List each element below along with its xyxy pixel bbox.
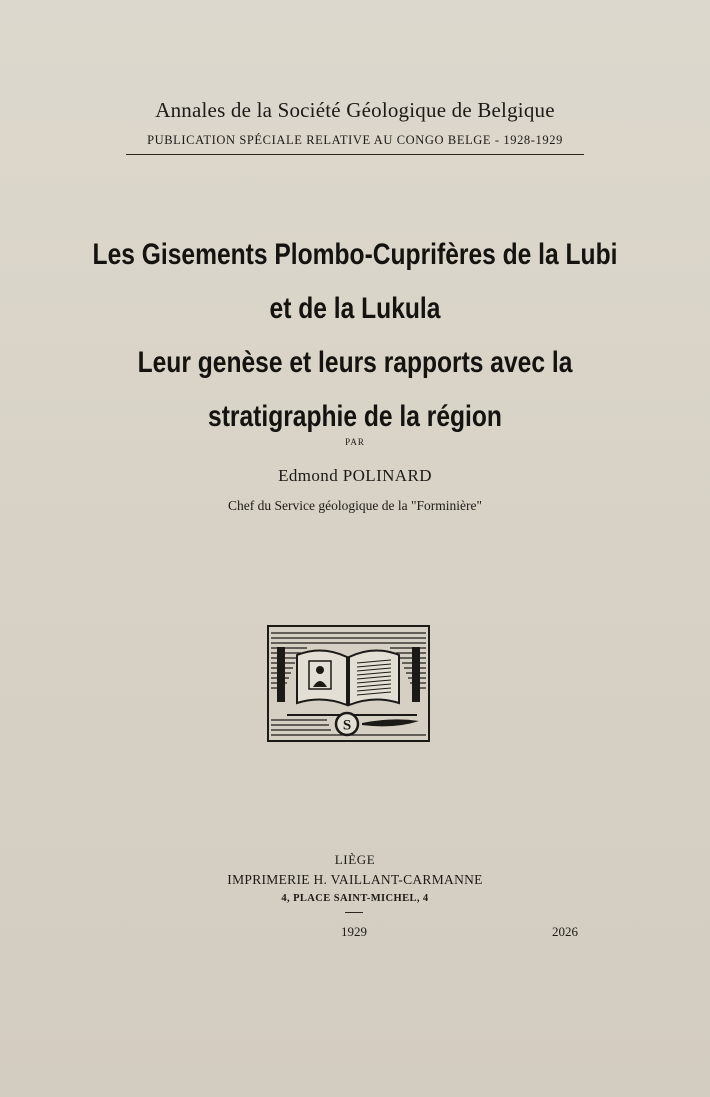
header-rule xyxy=(126,154,584,155)
imprint-address: 4, PLACE SAINT-MICHEL, 4 xyxy=(281,893,429,904)
imprint-divider xyxy=(345,912,363,913)
title-line-4: stratigraphie de la région xyxy=(208,400,502,433)
series-subtitle: PUBLICATION SPÉCIALE RELATIVE AU CONGO BELGE - 1928-1929 xyxy=(147,133,563,147)
series-title: Annales de la Société Géologique de Belgique xyxy=(155,98,555,122)
publication-year: 1929 xyxy=(341,924,367,939)
publication-number: 2026 xyxy=(552,924,578,939)
author-affiliation: Chef du Service géologique de la "Forminière" xyxy=(228,498,482,513)
main-title xyxy=(64,228,646,444)
title-line-3: Leur genèse et leurs rapports avec la xyxy=(137,346,573,379)
par-label: PAR xyxy=(345,437,365,447)
title-line-2: et de la Lukula xyxy=(269,292,441,325)
imprint-city: LIÈGE xyxy=(334,852,376,867)
emblem-monogram: S xyxy=(342,717,352,734)
imprint-printer: IMPRIMERIE H. VAILLANT-CARMANNE xyxy=(227,872,483,887)
open-book-quill-printer-mark-icon xyxy=(267,625,430,742)
author-name: Edmond POLINARD xyxy=(278,466,432,485)
title-line-1: Les Gisements Plombo-Cuprifères de la Lubi xyxy=(92,238,618,271)
